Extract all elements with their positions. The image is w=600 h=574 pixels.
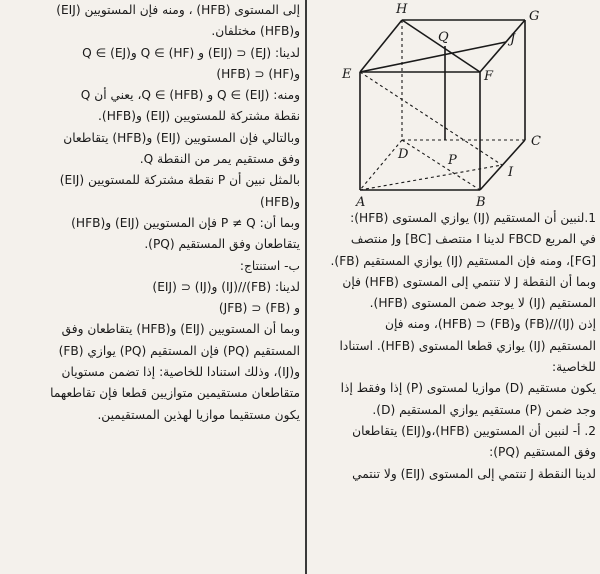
text-line: 1.لنبين أن المستقيم (IJ) يوازي المستوى (HFB):	[350, 211, 596, 225]
cube-diagram	[320, 0, 600, 212]
text-line: و(IJ)، وذلك استنادا للخاصية: إذا تضمن مستويان	[61, 365, 300, 380]
label-j: J	[510, 32, 516, 47]
label-h: H	[396, 2, 408, 17]
right-column-text	[312, 210, 596, 487]
text-line: و(HFB) مختلفان.	[211, 24, 300, 39]
text-line: وبالتالي فإن المستويين (EIJ) و(HFB) يتقاطعان	[63, 130, 300, 145]
label-c: C	[531, 134, 541, 149]
text-line: ومنه: Q ∈ (EIJ) و Q ∈ (HFB)، يعني أن Q	[80, 88, 300, 103]
text-line: [FG]، ومنه فإن المستقيم (IJ) يوازي المستقيم (FB).	[330, 253, 596, 268]
line-hf	[402, 20, 480, 72]
label-b: B	[476, 195, 486, 210]
label-e: E	[342, 67, 352, 82]
text-line: يكون مستقيم (D) موازيا لمستوى (P) إذا وفقط إذا	[340, 381, 596, 396]
text-line: و (FB) ⊂ (JFB)	[218, 301, 300, 316]
label-f: F	[484, 69, 494, 84]
label-p: P	[448, 153, 457, 168]
cube-figure	[320, 0, 600, 212]
text-line: المستقيم (PQ) فإن المستقيم (PQ) يوازي (FB)	[58, 343, 300, 358]
text-line: متقاطعان مستقيمين متوازيين قطعا فإن تقاطعهما	[50, 386, 300, 401]
text-line: يكون مستقيما موازيا لهذين المستقيمين.	[97, 407, 300, 422]
text-line: إلى المستوى (HFB) ، ومنه فإن المستويين (EIJ)	[56, 3, 300, 17]
text-line: في المربع FBCD لدينا I منتصف [BC] وJ منتصف	[350, 232, 596, 247]
label-i: I	[508, 165, 514, 180]
label-a: A	[356, 195, 366, 210]
text-line: وجد ضمن (P) مستقيم يوازي المستقيم (D).	[372, 402, 596, 417]
text-line: المستقيم (IJ) لا يوجد ضمن المستوى (HFB).	[369, 296, 596, 311]
label-g: G	[529, 9, 540, 24]
label-d: D	[398, 147, 409, 162]
text-line: لدينا: (EJ) ⊂ (EIJ) و Q ∈ (HF) وQ ∈ (EJ)	[82, 45, 300, 60]
text-line: وفق المستقيم (PQ):	[489, 445, 596, 460]
text-line: 2. أ- لنبين أن المستويين (HFB)،و(EIJ) يتقاطعان	[352, 423, 596, 438]
text-line: لدينا: (FB)//(IJ) و(IJ) ⊂ (EIJ)	[152, 279, 300, 294]
column-divider	[305, 0, 307, 574]
text-line: ب- استنتاج:	[239, 258, 300, 273]
text-line: المستقيم (IJ) يوازي قطعا المستوى (HFB). استنادا	[339, 338, 596, 353]
edge-bc	[480, 140, 525, 190]
text-line: إذن (IJ)//(FB) و(FB) ⊂ (HFB)، ومنه فإن	[385, 317, 596, 332]
text-line: وبما أن النقطة J لا تنتمي إلى المستوى (HFB) فإن	[342, 274, 596, 289]
text-line: و(HF) ⊂ (HFB)	[216, 66, 300, 81]
text-line: وبما أن: P ≠ Q فإن المستويين (EIJ) و(HFB)	[71, 215, 300, 230]
text-line: وفق مستقيم يمر من النقطة Q.	[139, 152, 300, 167]
text-line: لدينا النقطة J تنتمي إلى المستوى (EIJ) ولا تنتمي	[352, 466, 596, 481]
text-line: للخاصية:	[552, 360, 596, 375]
left-column-text	[4, 2, 300, 428]
text-line: يتقاطعان وفق المستقيم (PQ).	[144, 237, 300, 252]
text-line: وبما أن المستويين (EIJ) و(HFB) يتقاطعان وفق	[61, 322, 300, 337]
label-q: Q	[438, 30, 449, 45]
text-line: نقطة مشتركة للمستويين (EIJ) و(HFB).	[98, 109, 300, 124]
text-line: و(HFB)	[260, 194, 300, 209]
line-db-hidden	[402, 140, 480, 190]
text-line: بالمثل نبين أن P نقطة مشتركة للمستويين (EIJ)	[59, 173, 300, 188]
edge-da-hidden	[360, 140, 402, 190]
